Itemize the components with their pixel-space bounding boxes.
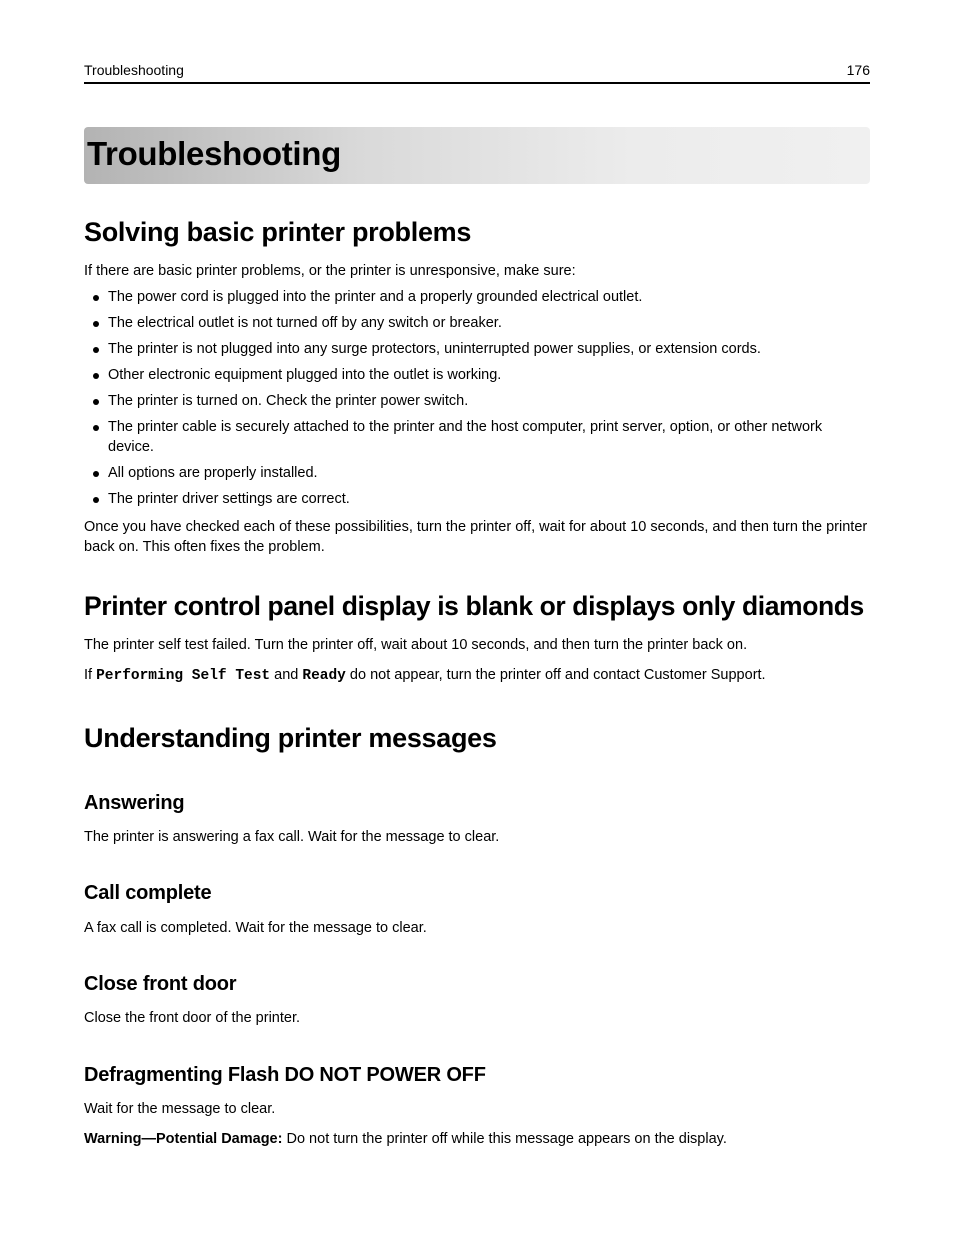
message-performing-self-test: Performing Self Test bbox=[96, 668, 271, 684]
subsection-heading: Answering bbox=[84, 792, 185, 814]
bullet-icon bbox=[93, 497, 99, 503]
chapter-title: Troubleshooting bbox=[87, 135, 341, 172]
list-item: The printer is not plugged into any surge protectors, uninterrupted power supplies, or extension cords. bbox=[84, 340, 870, 360]
header-page-number: 176 bbox=[846, 62, 870, 78]
running-header bbox=[84, 60, 870, 84]
blank-display-para1-block bbox=[84, 636, 870, 656]
subsection-defragmenting bbox=[84, 1063, 870, 1087]
checklist bbox=[84, 288, 870, 509]
message-ready: Ready bbox=[302, 668, 346, 684]
bullet-icon bbox=[93, 425, 99, 431]
close-front-door-text-block bbox=[84, 1009, 870, 1029]
subsection-heading: Call complete bbox=[84, 882, 212, 904]
bullet-icon bbox=[93, 347, 99, 353]
blank-display-para1: The printer self test failed. Turn the printer off, wait about 10 seconds, and then turn the printer back on. bbox=[84, 637, 748, 653]
call-complete-text-block bbox=[84, 919, 870, 939]
list-item: The power cord is plugged into the printer and a properly grounded electrical outlet. bbox=[84, 288, 870, 308]
section-printer-messages bbox=[84, 722, 870, 754]
warning-block bbox=[84, 1130, 870, 1150]
section-heading: Printer control panel display is blank or displays only diamonds bbox=[84, 591, 864, 621]
bullet-icon bbox=[93, 321, 99, 327]
checklist-block bbox=[84, 288, 870, 516]
solving-outro: Once you have checked each of these possibilities, turn the printer off, wait for about 10 seconds, and then turn the printer back on. This often fixes the problem. bbox=[84, 519, 868, 555]
bullet-icon bbox=[93, 399, 99, 405]
answering-text: The printer is answering a fax call. Wait for the message to clear. bbox=[84, 829, 500, 845]
section-blank-display bbox=[84, 590, 870, 622]
solving-outro-block bbox=[84, 518, 870, 557]
list-item: The printer driver settings are correct. bbox=[84, 490, 870, 510]
list-item: All options are properly installed. bbox=[84, 464, 870, 484]
bullet-icon bbox=[93, 471, 99, 477]
list-item: Other electronic equipment plugged into the outlet is working. bbox=[84, 366, 870, 386]
blank-display-para2: If Performing Self Test and Ready do not appear, turn the printer off and contact Customer Support. bbox=[84, 667, 766, 684]
defragmenting-text: Wait for the message to clear. bbox=[84, 1101, 276, 1117]
blank-display-para2-block bbox=[84, 666, 870, 687]
subsection-answering bbox=[84, 791, 870, 815]
subsection-heading: Close front door bbox=[84, 973, 237, 995]
solving-intro-block bbox=[84, 262, 870, 282]
section-heading: Solving basic printer problems bbox=[84, 217, 472, 247]
chapter-banner bbox=[84, 127, 870, 184]
call-complete-text: A fax call is completed. Wait for the message to clear. bbox=[84, 920, 427, 936]
answering-text-block bbox=[84, 828, 870, 848]
section-heading: Understanding printer messages bbox=[84, 723, 497, 753]
bullet-icon bbox=[93, 295, 99, 301]
section-solving-basic-problems bbox=[84, 216, 870, 248]
bullet-icon bbox=[93, 373, 99, 379]
header-section-title: Troubleshooting bbox=[84, 62, 184, 78]
list-item: The printer is turned on. Check the printer power switch. bbox=[84, 392, 870, 412]
warning-label: Warning—Potential Damage: bbox=[84, 1131, 283, 1147]
solving-intro: If there are basic printer problems, or the printer is unresponsive, make sure: bbox=[84, 263, 576, 279]
list-item: The printer cable is securely attached to the printer and the host computer, print server, option, or other network device. bbox=[84, 418, 870, 457]
list-item: The electrical outlet is not turned off by any switch or breaker. bbox=[84, 314, 870, 334]
subsection-heading: Defragmenting Flash DO NOT POWER OFF bbox=[84, 1064, 486, 1086]
subsection-call-complete bbox=[84, 881, 870, 905]
warning-note: Warning—Potential Damage: Do not turn the printer off while this message appears on the display. bbox=[84, 1131, 727, 1147]
subsection-close-front-door bbox=[84, 972, 870, 996]
defragmenting-text-block bbox=[84, 1100, 870, 1120]
close-front-door-text: Close the front door of the printer. bbox=[84, 1010, 301, 1026]
